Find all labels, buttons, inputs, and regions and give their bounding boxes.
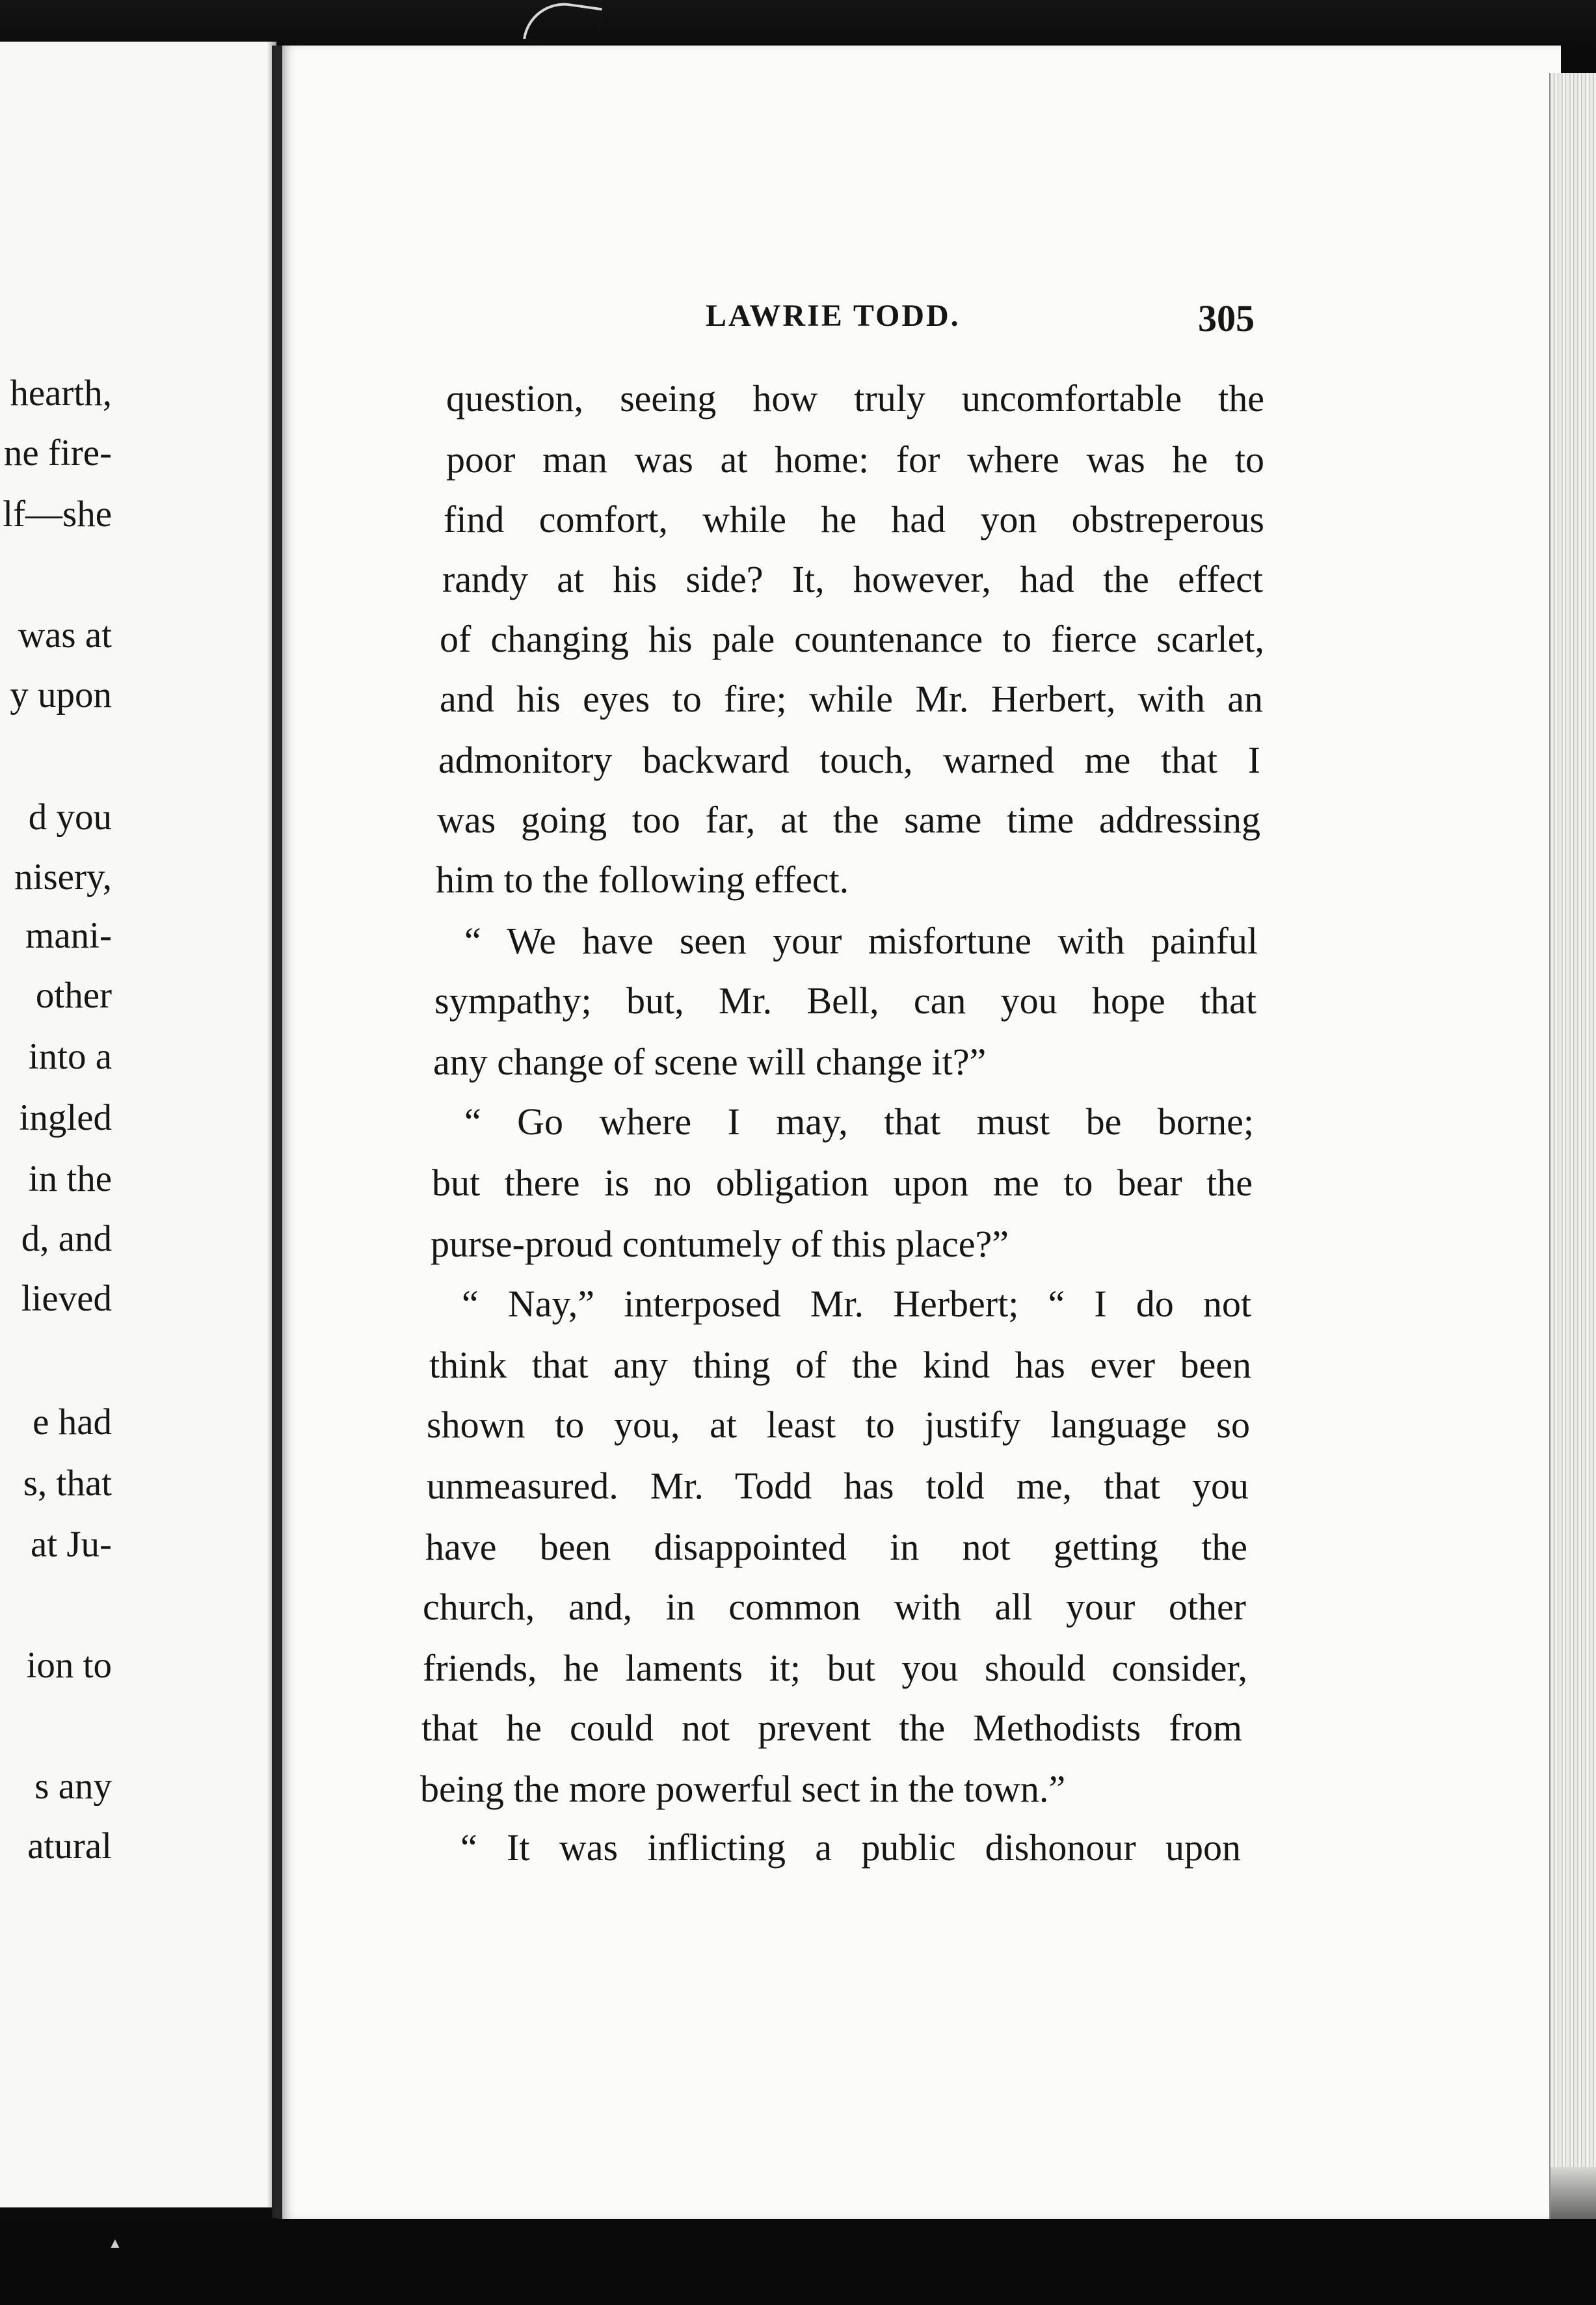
left-page bbox=[0, 42, 276, 2207]
scan-bottom-border bbox=[0, 2219, 1596, 2305]
text-line: any change of scene will change it?” bbox=[433, 1041, 987, 1083]
left-page-line-fragment: s any bbox=[34, 1766, 112, 1807]
text-line: being the more powerful sect in the town.” bbox=[420, 1768, 1066, 1810]
left-page-line-fragment: d you bbox=[28, 797, 112, 838]
text-line: that he could not prevent the Methodists from bbox=[421, 1707, 1242, 1749]
text-line: “ Nay,” interposed Mr. Herbert; “ I do not bbox=[462, 1283, 1251, 1325]
left-page-line-fragment: ne fire- bbox=[3, 433, 112, 473]
text-line: but there is no obligation upon me to bear the bbox=[432, 1162, 1253, 1204]
left-page-line-fragment: e had bbox=[33, 1402, 112, 1443]
left-page-line-fragment: s, that bbox=[23, 1463, 112, 1504]
text-line: “ It was inflicting a public dishonour upon bbox=[460, 1826, 1241, 1869]
page-number: 305 bbox=[1198, 297, 1255, 340]
left-page-line-fragment: other bbox=[35, 975, 112, 1016]
text-line: was going too far, at the same time addressing bbox=[437, 799, 1260, 841]
left-page-line-fragment: at Ju- bbox=[30, 1524, 112, 1565]
text-line: purse-proud contumely of this place?” bbox=[431, 1223, 1009, 1265]
left-page-line-fragment: ingled bbox=[19, 1097, 112, 1138]
left-page-line-fragment: mani- bbox=[25, 915, 112, 956]
left-page-line-fragment: was at bbox=[18, 615, 112, 656]
left-page-line-fragment: y upon bbox=[10, 674, 112, 715]
left-page-line-fragment: lieved bbox=[21, 1278, 112, 1319]
left-page-line-fragment: ion to bbox=[26, 1645, 112, 1686]
text-line: him to the following effect. bbox=[436, 859, 849, 901]
text-line: poor man was at home: for where was he to bbox=[446, 438, 1264, 481]
text-line: randy at his side? It, however, had the effect bbox=[442, 558, 1263, 600]
text-line: of changing his pale countenance to fierce scarlet, bbox=[440, 618, 1264, 660]
text-line: question, seeing how truly uncomfortable the bbox=[446, 377, 1264, 420]
text-line: admonitory backward touch, warned me that I bbox=[438, 739, 1260, 781]
text-line: “ Go where I may, that must be borne; bbox=[464, 1100, 1254, 1143]
text-line: sympathy; but, Mr. Bell, can you hope that bbox=[434, 979, 1257, 1022]
text-line: church, and, in common with all your other bbox=[423, 1586, 1246, 1628]
text-line: think that any thing of the kind has ever been bbox=[429, 1344, 1251, 1386]
left-page-line-fragment: d, and bbox=[21, 1218, 112, 1259]
page-edges bbox=[1549, 73, 1596, 2239]
left-page-line-fragment: nisery, bbox=[14, 857, 112, 898]
left-page-line-fragment: lf—she bbox=[3, 494, 112, 535]
left-page-line-fragment: into a bbox=[28, 1036, 112, 1077]
text-line: find comfort, while he had yon obstreperous bbox=[444, 498, 1264, 540]
running-head: LAWRIE TODD. bbox=[706, 299, 961, 333]
left-page-line-fragment: in the bbox=[28, 1158, 112, 1199]
text-line: unmeasured. Mr. Todd has told me, that you bbox=[427, 1465, 1249, 1507]
scan-speck: ▲ bbox=[108, 2235, 122, 2251]
left-page-line-fragment: hearth, bbox=[10, 373, 112, 414]
text-line: and his eyes to fire; while Mr. Herbert, with an bbox=[440, 678, 1263, 720]
left-page-line-fragment: atural bbox=[27, 1826, 112, 1867]
text-line: friends, he laments it; but you should consider, bbox=[423, 1647, 1247, 1689]
text-line: “ We have seen your misfortune with painful bbox=[464, 920, 1258, 962]
text-line: shown to you, at least to justify language so bbox=[427, 1404, 1250, 1446]
text-line: have been disappointed in not getting the bbox=[425, 1526, 1247, 1568]
